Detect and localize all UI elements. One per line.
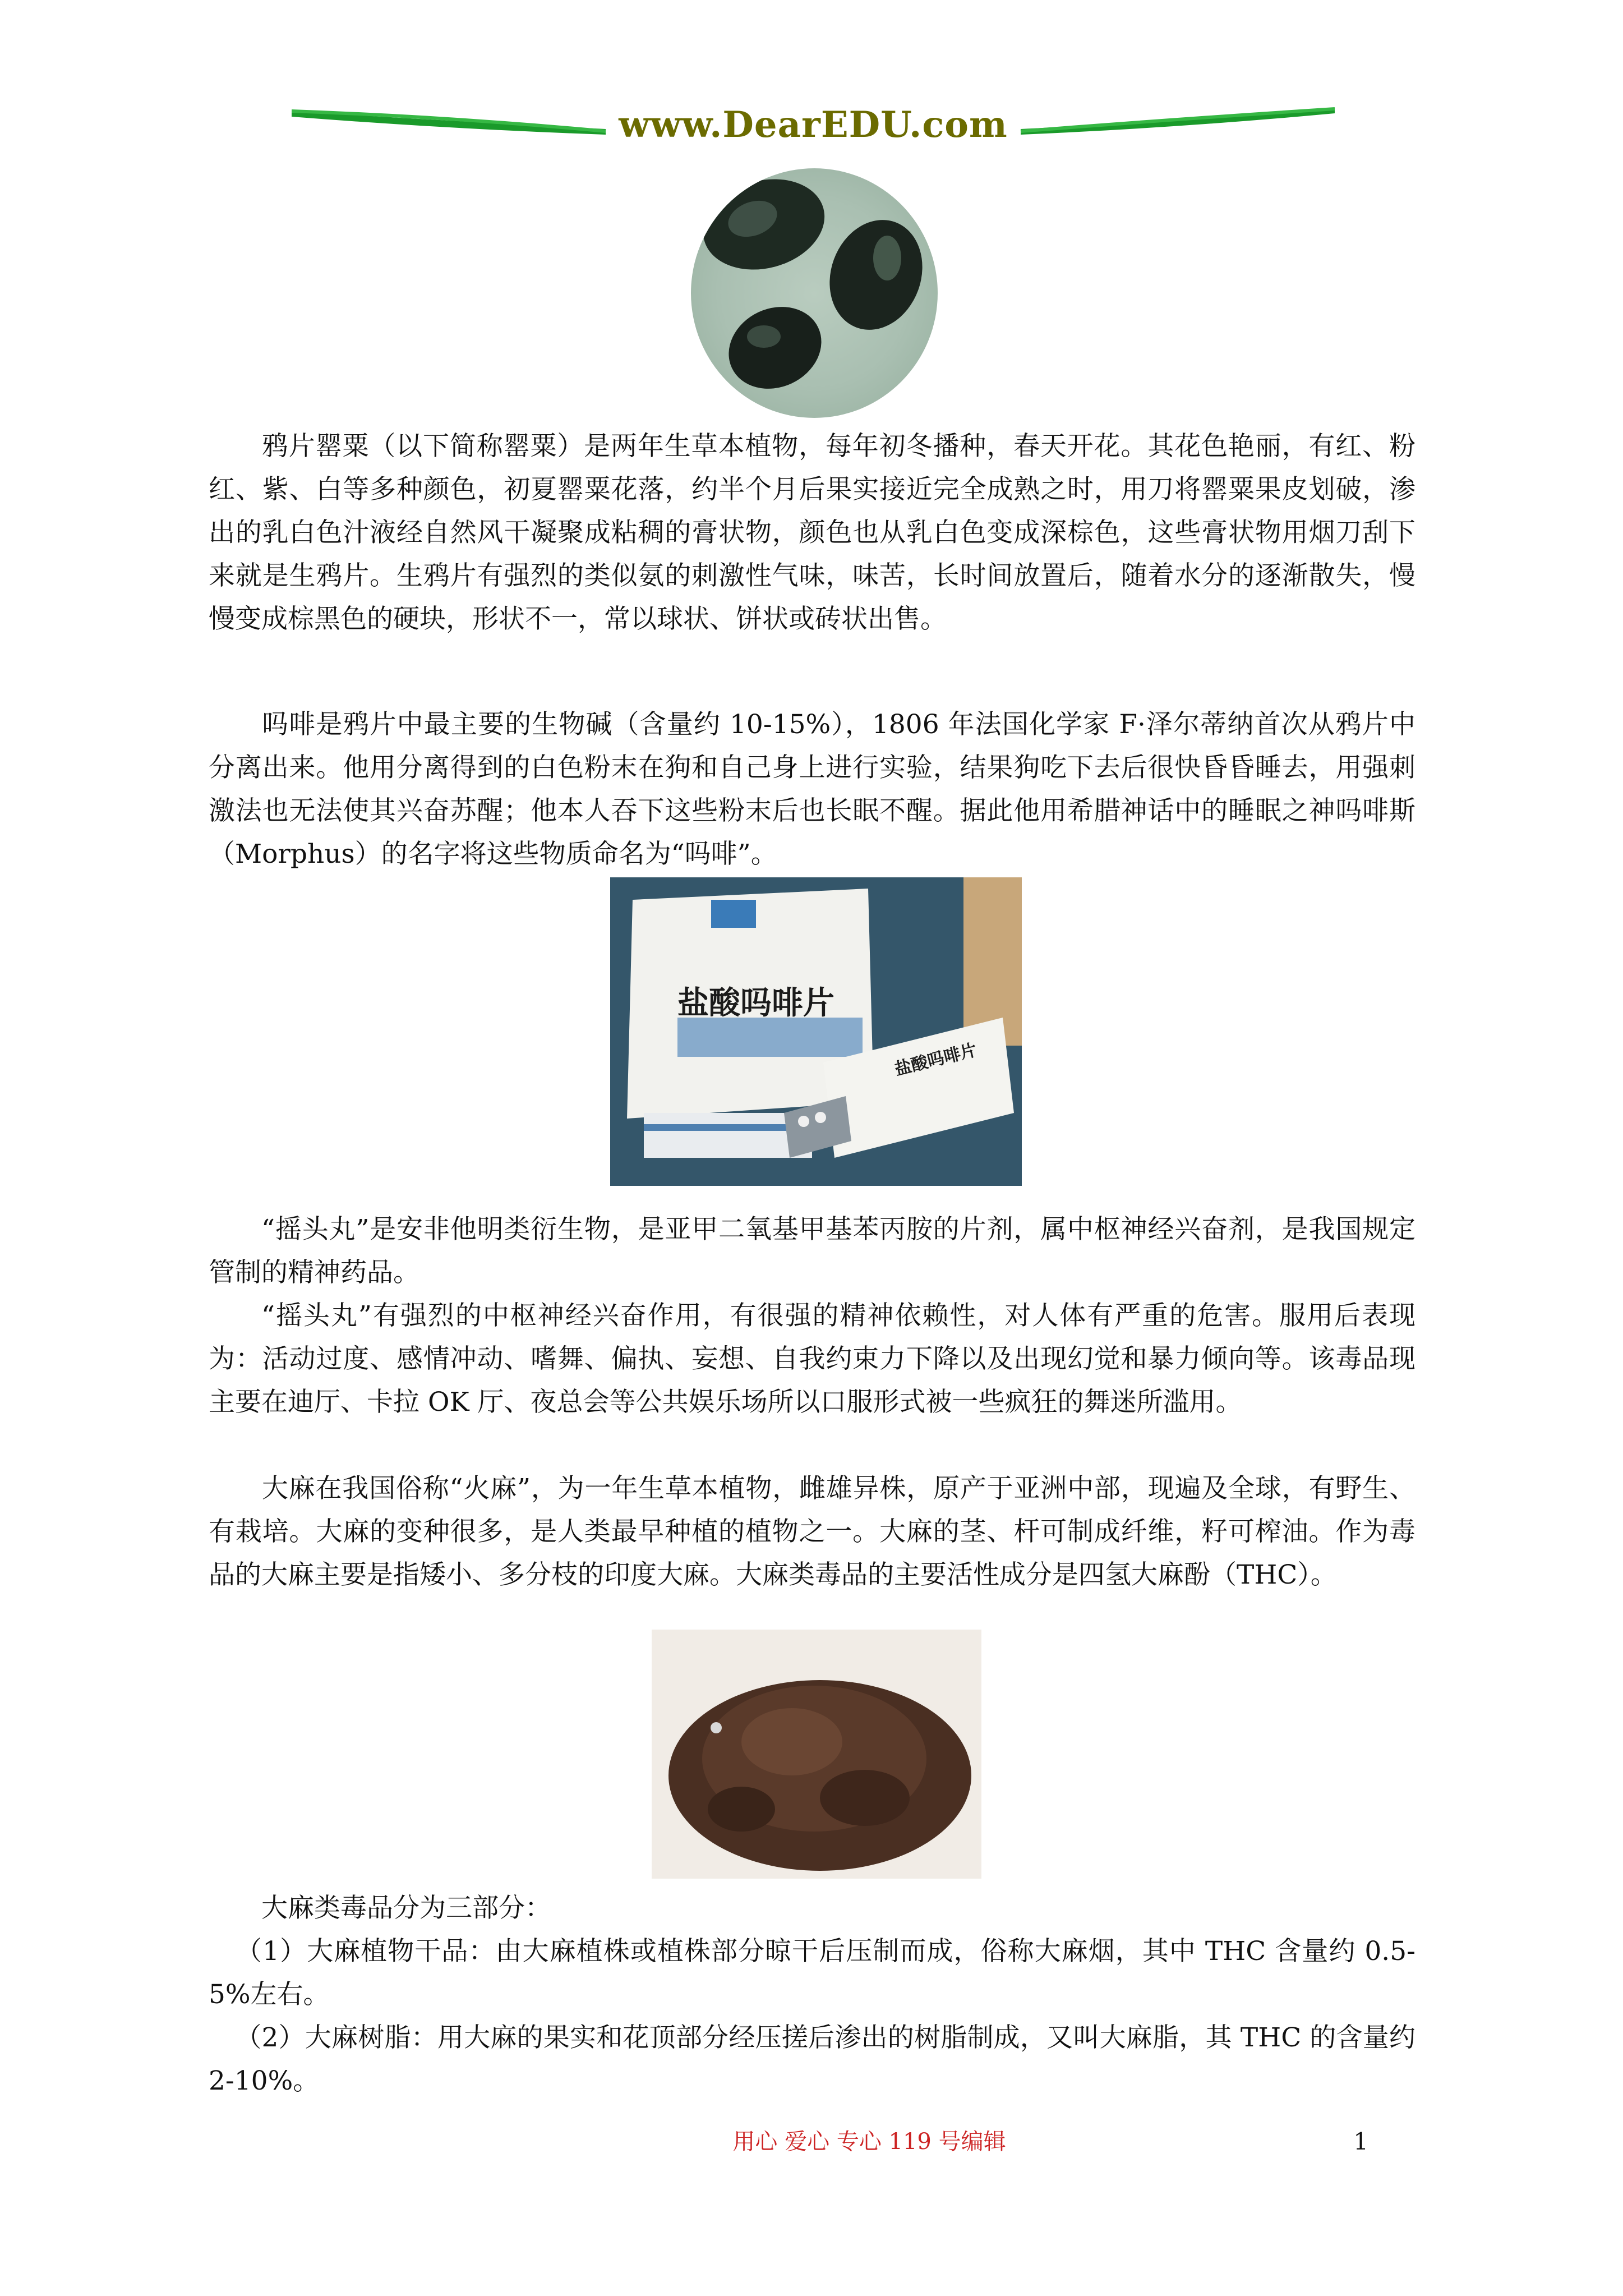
opium-photo [691, 168, 938, 418]
page-number: 1 [1353, 2128, 1368, 2155]
powder-pile-icon [652, 1630, 981, 1879]
paragraph-morphine: 吗啡是鸦片中最主要的生物碱（含量约 10-15%），1806 年法国化学家 F·泽尔蒂纳首次从鸦片中分离出来。他用分离得到的白色粉末在狗和自己身上进行实验，结果狗吃下去后很快昏昏睡去，用强刺激法也无法使其兴奋苏醒；他本人吞下这些粉末后也长眠不醒。据此他用希腊神话中的睡眠之神吗啡斯（Morphus）的名字将这些物质命名为“吗啡”。 [209, 709, 1415, 869]
cannabis-powder-photo [652, 1630, 981, 1879]
paragraph-opium: 鸦片罂粟（以下简称罂粟）是两年生草本植物，每年初冬播种，春天开花。其花色艳丽，有红、粉红、紫、白等多种颜色，初夏罂粟花落，约半个月后果实接近完全成熟之时，用刀将罂粟果皮划破，渗出的乳白色汁液经自然风干凝聚成粘稠的膏状物，颜色也从乳白色变成深棕色，这些膏状物用烟刀刮下来就是生鸦片。生鸦片有强烈的类似氨的刺激性气味，味苦，长时间放置后，随着水分的逐渐散失，慢慢变成棕黑色的硬块，形状不一，常以球状、饼状或砖状出售。 [209, 431, 1415, 634]
paragraph-cannabis-dry: （1）大麻植物干品：由大麻植株或植株部分晾干后压制而成，俗称大麻烟，其中 THC 含量约 0.5-5%左右。 [209, 1936, 1415, 2010]
morphine-box-label: 盐酸吗啡片 [677, 985, 834, 1022]
morphine-small-box-label: 盐酸吗啡片 [892, 1040, 979, 1080]
site-name[interactable]: www.DearEDU.com [619, 104, 1008, 146]
site-header [292, 94, 1335, 156]
morphine-tablets-photo [610, 877, 1022, 1186]
opium-lumps-icon [691, 168, 938, 418]
medicine-box-icon [610, 877, 1022, 1186]
paragraph-ecstasy-intro: “摇头丸”是安非他明类衍生物，是亚甲二氧基甲基苯丙胺的片剂，属中枢神经兴奋剂，是我国规定管制的精神药品。 [209, 1214, 1415, 1288]
paragraph-cannabis-types-intro: 大麻类毒品分为三部分： [261, 1893, 551, 1924]
paragraph-cannabis-resin: （2）大麻树脂：用大麻的果实和花顶部分经压搓后渗出的树脂制成，又叫大麻脂，其 THC 的含量约 2-10%。 [209, 2022, 1415, 2096]
footer-text: 用心 爱心 专心 119 号编辑 [732, 2129, 1006, 2155]
paragraph-cannabis: 大麻在我国俗称“火麻”，为一年生草本植物，雌雄异株，原产于亚洲中部，现遍及全球，有野生、有栽培。大麻的变种很多，是人类最早种植的植物之一。大麻的茎、杆可制成纤维，籽可榨油。作为毒品的大麻主要是指矮小、多分枝的印度大麻。大麻类毒品的主要活性成分是四氢大麻酚（THC）。 [209, 1473, 1415, 1590]
paragraph-ecstasy-effects: “摇头丸”有强烈的中枢神经兴奋作用，有很强的精神依赖性，对人体有严重的危害。服用后表现为：活动过度、感情冲动、嗜舞、偏执、妄想、自我约束力下降以及出现幻觉和暴力倾向等。该毒品现主要在迪厅、卡拉 OK 厅、夜总会等公共娱乐场所以口服形式被一些疯狂的舞迷所滥用。 [209, 1300, 1415, 1418]
